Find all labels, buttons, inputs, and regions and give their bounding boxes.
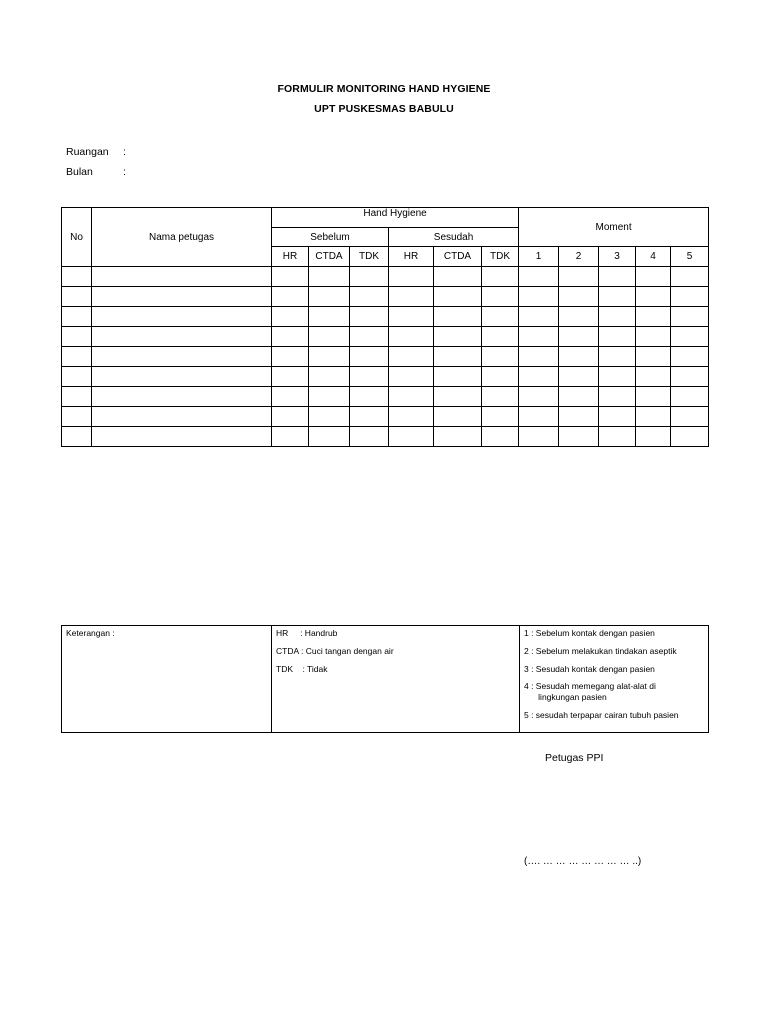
legend-moment-3: 3 : Sesudah kontak dengan pasien bbox=[524, 664, 655, 674]
table-cell[interactable] bbox=[671, 307, 709, 327]
table-row bbox=[62, 407, 709, 427]
table-cell[interactable] bbox=[389, 427, 434, 447]
table-cell[interactable] bbox=[482, 327, 519, 347]
table-cell[interactable] bbox=[62, 307, 92, 327]
table-cell[interactable] bbox=[62, 427, 92, 447]
table-cell[interactable] bbox=[92, 387, 272, 407]
table-cell[interactable] bbox=[482, 407, 519, 427]
table-cell[interactable] bbox=[350, 287, 389, 307]
table-cell[interactable] bbox=[62, 327, 92, 347]
table-cell[interactable] bbox=[559, 427, 599, 447]
table-cell[interactable] bbox=[434, 427, 482, 447]
signature-role: Petugas PPI bbox=[545, 752, 604, 764]
table-cell[interactable] bbox=[272, 387, 309, 407]
table-cell[interactable] bbox=[350, 307, 389, 327]
header-hand-hygiene: Hand Hygiene bbox=[272, 208, 519, 228]
table-cell[interactable] bbox=[272, 427, 309, 447]
table-cell[interactable] bbox=[92, 347, 272, 367]
table-cell[interactable] bbox=[389, 387, 434, 407]
table-cell[interactable] bbox=[389, 347, 434, 367]
legend-moments-cell bbox=[520, 626, 709, 733]
header-sebelum-hr: HR bbox=[272, 247, 309, 267]
table-cell[interactable] bbox=[62, 367, 92, 387]
table-cell[interactable] bbox=[434, 307, 482, 327]
table-cell[interactable] bbox=[350, 267, 389, 287]
table-cell[interactable] bbox=[389, 407, 434, 427]
table-cell[interactable] bbox=[272, 407, 309, 427]
signature-blank-line: (…. … … … … … … … ..) bbox=[524, 856, 642, 867]
table-cell[interactable] bbox=[92, 407, 272, 427]
table-cell[interactable] bbox=[309, 427, 350, 447]
header-sesudah-hr: HR bbox=[389, 247, 434, 267]
table-cell[interactable] bbox=[309, 387, 350, 407]
table-cell[interactable] bbox=[92, 427, 272, 447]
table-cell[interactable] bbox=[350, 327, 389, 347]
table-cell[interactable] bbox=[599, 367, 636, 387]
table-cell[interactable] bbox=[671, 327, 709, 347]
table-cell[interactable] bbox=[519, 347, 559, 367]
table-cell[interactable] bbox=[92, 367, 272, 387]
table-cell[interactable] bbox=[599, 267, 636, 287]
table-cell[interactable] bbox=[482, 347, 519, 367]
table-row bbox=[62, 307, 709, 327]
legend-abbr-hr: HR : Handrub bbox=[276, 628, 338, 638]
table-cell[interactable] bbox=[62, 347, 92, 367]
table-cell[interactable] bbox=[434, 267, 482, 287]
table-cell[interactable] bbox=[559, 267, 599, 287]
header-moment-1: 1 bbox=[519, 247, 559, 267]
table-cell[interactable] bbox=[559, 307, 599, 327]
table-cell[interactable] bbox=[671, 267, 709, 287]
header-sebelum-tdk: TDK bbox=[350, 247, 389, 267]
table-cell[interactable] bbox=[671, 387, 709, 407]
table-cell[interactable] bbox=[92, 267, 272, 287]
table-cell[interactable] bbox=[599, 287, 636, 307]
table-cell[interactable] bbox=[636, 287, 671, 307]
table-cell[interactable] bbox=[389, 367, 434, 387]
table-cell[interactable] bbox=[434, 287, 482, 307]
header-sesudah-tdk: TDK bbox=[482, 247, 519, 267]
table-cell[interactable] bbox=[309, 367, 350, 387]
table-cell[interactable] bbox=[92, 287, 272, 307]
header-moment-4: 4 bbox=[636, 247, 671, 267]
header-sesudah-ctda: CTDA bbox=[434, 247, 482, 267]
legend-moment-5: 5 : sesudah terpapar cairan tubuh pasien bbox=[524, 710, 679, 720]
table-cell[interactable] bbox=[519, 427, 559, 447]
table-cell[interactable] bbox=[599, 427, 636, 447]
table-cell[interactable] bbox=[482, 387, 519, 407]
table-cell[interactable] bbox=[350, 427, 389, 447]
table-row bbox=[62, 347, 709, 367]
table-cell[interactable] bbox=[636, 327, 671, 347]
table-cell[interactable] bbox=[559, 407, 599, 427]
legend-heading-cell bbox=[62, 626, 272, 733]
table-cell[interactable] bbox=[519, 267, 559, 287]
table-cell[interactable] bbox=[482, 307, 519, 327]
table-cell[interactable] bbox=[272, 307, 309, 327]
bulan-label: Bulan bbox=[66, 166, 93, 178]
table-cell[interactable] bbox=[434, 367, 482, 387]
table-row bbox=[62, 367, 709, 387]
header-moment-2: 2 bbox=[559, 247, 599, 267]
ruangan-field bbox=[66, 146, 126, 158]
table-cell[interactable] bbox=[519, 407, 559, 427]
table-cell[interactable] bbox=[350, 347, 389, 367]
table-cell[interactable] bbox=[62, 287, 92, 307]
table-cell[interactable] bbox=[599, 327, 636, 347]
header-sesudah: Sesudah bbox=[389, 228, 519, 247]
table-row bbox=[62, 387, 709, 407]
table-cell[interactable] bbox=[636, 367, 671, 387]
table-cell[interactable] bbox=[559, 347, 599, 367]
table-cell[interactable] bbox=[519, 287, 559, 307]
table-cell[interactable] bbox=[636, 347, 671, 367]
table-cell[interactable] bbox=[636, 307, 671, 327]
table-cell[interactable] bbox=[389, 327, 434, 347]
header-nama-petugas: Nama petugas bbox=[92, 208, 272, 267]
table-cell[interactable] bbox=[636, 407, 671, 427]
table-cell[interactable] bbox=[434, 347, 482, 367]
legend-table bbox=[61, 625, 709, 733]
table-row bbox=[62, 267, 709, 287]
table-cell[interactable] bbox=[671, 427, 709, 447]
table-cell[interactable] bbox=[519, 367, 559, 387]
table-cell[interactable] bbox=[389, 287, 434, 307]
legend-heading: Keterangan : bbox=[66, 628, 115, 638]
table-cell[interactable] bbox=[62, 387, 92, 407]
table-cell[interactable] bbox=[389, 307, 434, 327]
table-cell[interactable] bbox=[482, 427, 519, 447]
table-cell[interactable] bbox=[272, 327, 309, 347]
table-cell[interactable] bbox=[309, 327, 350, 347]
bulan-field bbox=[66, 166, 126, 178]
table-cell[interactable] bbox=[636, 267, 671, 287]
bulan-separator: : bbox=[123, 166, 126, 178]
form-subtitle: UPT PUSKESMAS BABULU bbox=[314, 103, 454, 115]
header-moment-5: 5 bbox=[671, 247, 709, 267]
table-cell[interactable] bbox=[482, 287, 519, 307]
table-cell[interactable] bbox=[636, 387, 671, 407]
table-cell[interactable] bbox=[671, 407, 709, 427]
table-cell[interactable] bbox=[559, 387, 599, 407]
table-cell[interactable] bbox=[599, 347, 636, 367]
table-row bbox=[62, 427, 709, 447]
table-cell[interactable] bbox=[559, 287, 599, 307]
table-cell[interactable] bbox=[482, 267, 519, 287]
table-cell[interactable] bbox=[309, 347, 350, 367]
table-cell[interactable] bbox=[92, 327, 272, 347]
table-cell[interactable] bbox=[519, 307, 559, 327]
ruangan-label: Ruangan bbox=[66, 146, 109, 158]
table-cell[interactable] bbox=[309, 407, 350, 427]
table-cell[interactable] bbox=[309, 267, 350, 287]
table-cell[interactable] bbox=[309, 307, 350, 327]
header-moment: Moment bbox=[519, 208, 709, 247]
legend-moment-1: 1 : Sebelum kontak dengan pasien bbox=[524, 628, 655, 638]
legend-abbreviations-cell bbox=[272, 626, 520, 733]
legend-moment-2: 2 : Sebelum melakukan tindakan aseptik bbox=[524, 646, 677, 656]
ruangan-separator: : bbox=[123, 146, 126, 158]
table-cell[interactable] bbox=[671, 367, 709, 387]
table-cell[interactable] bbox=[671, 287, 709, 307]
table-cell[interactable] bbox=[272, 267, 309, 287]
table-cell[interactable] bbox=[636, 427, 671, 447]
table-cell[interactable] bbox=[62, 267, 92, 287]
table-cell[interactable] bbox=[599, 387, 636, 407]
table-cell[interactable] bbox=[434, 327, 482, 347]
table-cell[interactable] bbox=[350, 387, 389, 407]
header-no: No bbox=[62, 208, 92, 267]
table-cell[interactable] bbox=[389, 267, 434, 287]
header-sebelum-ctda: CTDA bbox=[309, 247, 350, 267]
table-cell[interactable] bbox=[434, 387, 482, 407]
table-cell[interactable] bbox=[92, 307, 272, 327]
monitoring-table bbox=[61, 207, 709, 447]
table-cell[interactable] bbox=[599, 407, 636, 427]
table-cell[interactable] bbox=[62, 407, 92, 427]
table-row bbox=[62, 327, 709, 347]
table-cell[interactable] bbox=[671, 347, 709, 367]
table-cell[interactable] bbox=[482, 367, 519, 387]
table-cell[interactable] bbox=[559, 367, 599, 387]
table-cell[interactable] bbox=[559, 327, 599, 347]
header-moment-3: 3 bbox=[599, 247, 636, 267]
table-cell[interactable] bbox=[519, 387, 559, 407]
legend-moment-4: 4 : Sesudah memegang alat-alat di lingkungan pasien bbox=[524, 681, 656, 702]
table-cell[interactable] bbox=[350, 407, 389, 427]
table-cell[interactable] bbox=[519, 327, 559, 347]
header-sebelum: Sebelum bbox=[272, 228, 389, 247]
table-cell[interactable] bbox=[434, 407, 482, 427]
table-cell[interactable] bbox=[350, 367, 389, 387]
table-cell[interactable] bbox=[309, 287, 350, 307]
legend-abbr-ctda: CTDA : Cuci tangan dengan air bbox=[276, 646, 394, 656]
table-row bbox=[62, 287, 709, 307]
legend-abbr-tdk: TDK : Tidak bbox=[276, 664, 328, 674]
table-cell[interactable] bbox=[272, 347, 309, 367]
form-title: FORMULIR MONITORING HAND HYGIENE bbox=[277, 83, 491, 95]
table-cell[interactable] bbox=[599, 307, 636, 327]
table-cell[interactable] bbox=[272, 367, 309, 387]
table-cell[interactable] bbox=[272, 287, 309, 307]
